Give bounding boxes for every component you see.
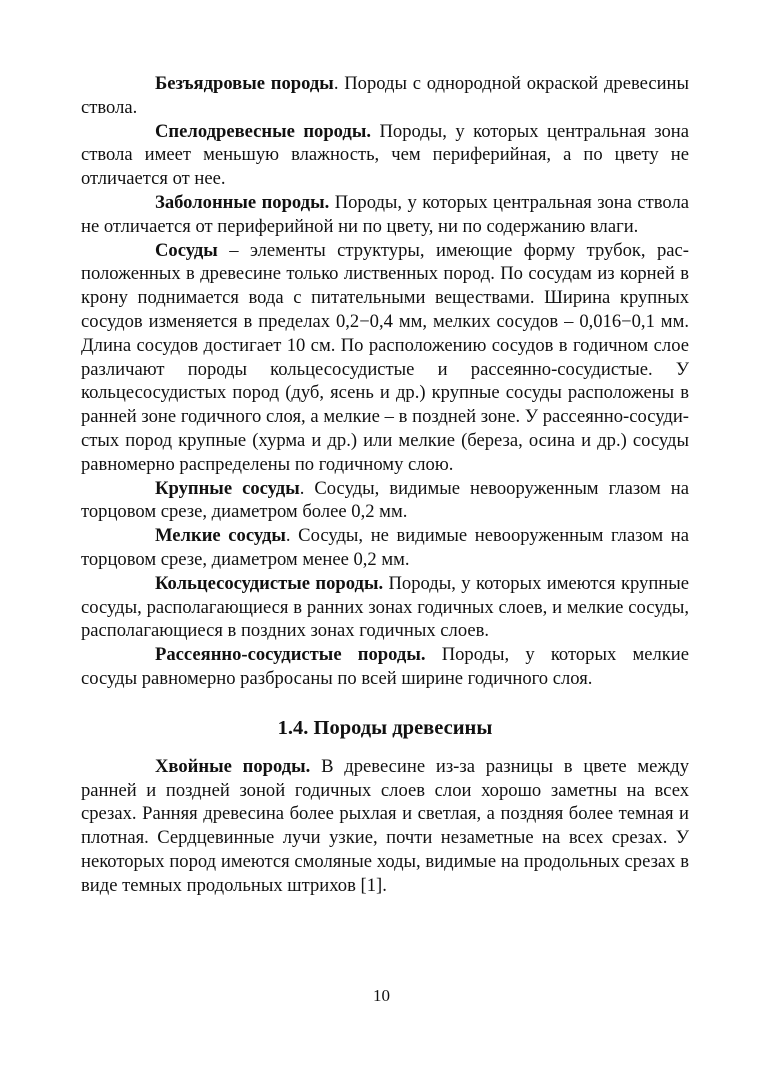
definition-paragraph xyxy=(81,572,689,643)
definition-text: Породы, у которых центральная зона ствола не отличается от периферийной ни по цвету, ни по содержанию влаги. xyxy=(81,191,689,237)
term: Спелодревесные породы. xyxy=(155,120,372,142)
definition-text: Породы, у которых центральная зона ствола имеет меньшую влажность, чем периферийная, а по цвету не отличается от нее. xyxy=(81,120,689,190)
definition-paragraph xyxy=(81,755,689,898)
definition-text: В древесине из-за разницы в цвете между ранней и поздней зоной годичных слоев слои хорошо заметны на всех срезах. Ранняя древесина более рыхлая и светлая, а поздняя более темная и плотная. Сердцевинные лучи узкие, почти незаметные на всех срезах. У некоторых пород имеются смоляные ходы, видимые на продольных срезах в виде темных продольных штрихов [1]. xyxy=(81,755,689,896)
definition-paragraph xyxy=(81,643,689,691)
term: Кольцесосудистые породы. xyxy=(155,572,384,594)
page-number: 10 xyxy=(373,986,390,1005)
section-heading: 1.4. Породы древесины xyxy=(277,716,493,739)
term: Хвойные породы. xyxy=(155,755,311,777)
definition-paragraph xyxy=(81,477,689,525)
term: Заболонные породы. xyxy=(155,191,330,213)
term: Безъядровые породы xyxy=(155,73,334,94)
definition-text: . Сосуды, не видимые невооруженным глазом на торцовом срезе, диаметром менее 0,2 мм. xyxy=(81,525,689,570)
definition-paragraph xyxy=(81,191,689,239)
term: Мелкие сосуды xyxy=(155,525,286,547)
page-content xyxy=(81,72,689,898)
term: Рассеянно-сосудистые породы. xyxy=(155,644,426,666)
definition-paragraph xyxy=(81,524,689,572)
term: Сосуды xyxy=(155,239,218,261)
term: Крупные сосуды xyxy=(155,477,300,499)
definition-text: . Породы с однородной окраской древесины ствола. xyxy=(81,73,690,118)
definition-text: Породы, у которых мелкие сосуды равномерно разбросаны по всей ширине годичного слоя. xyxy=(81,644,689,689)
definition-paragraph xyxy=(81,72,689,120)
definition-paragraph xyxy=(81,120,689,191)
definition-text: . Сосуды, видимые невооруженным глазом на торцовом срезе, диаметром более 0,2 мм. xyxy=(81,477,690,523)
definition-paragraph xyxy=(81,239,689,477)
definition-text: Породы, у которых имеются крупные сосуды, располагающиеся в ранних зонах годичных слоев, и мелкие сосуды, располагающиеся в поздних зонах годичных слоев. xyxy=(81,572,689,642)
definition-text: – элементы структуры, имеющие форму трубок, расположенных в древесине только лиственных пород. По сосудам из корней в крону поднимается вода с питательными веществами. Ширина крупных сосудов изменяется в пределах 0,2−0,4 мм, мелких сосудов – 0,016−0,1 мм. Длина сосудов достигает 10 см. По расположению сосудов в годичном слое различают породы кольцесосудистые и рассеянно-сосудистые. У кольцесосудистых пород (дуб, ясень и др.) крупные сосуды расположены в ранней зоне годичного слоя, а мелкие – в поздней зоне. У рассеянно-сосудистых пород крупные (хурма и др.) или мелкие (береза, осина и др.) сосуды равномерно распределены по годичному слою. xyxy=(81,239,689,475)
